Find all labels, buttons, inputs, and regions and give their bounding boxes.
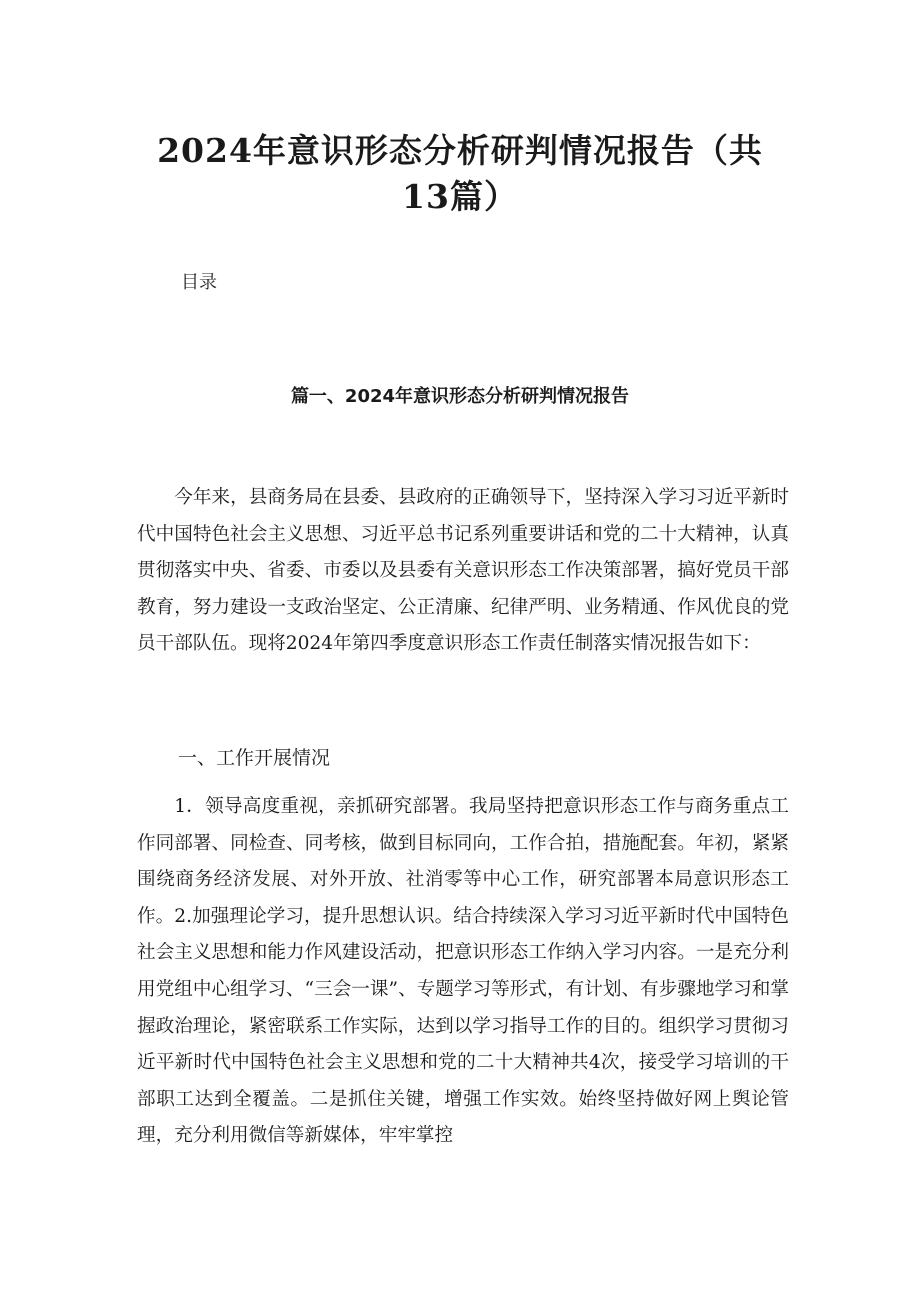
section-title: 篇一、2024年意识形态分析研判情况报告 (290, 386, 630, 407)
section-heading: 一、工作开展情况 (178, 747, 331, 769)
toc-label: 目录 (181, 272, 217, 293)
body-paragraph: 1．领导高度重视，亲抓研究部署。我局坚持把意识形态工作与商务重点工作同部署、同检查、同考核，做到目标同向，工作合拍，措施配套。年初，紧紧围绕商务经济发展、对外开放、社消零等中心工作，研究部署本局意识形态工作。2.加强理论学习，提升思想认识。结合持续深入学习习近平新时代中国特色社会主义思想和能力作风建设活动，把意识形态工作纳入学习内容。一是充分利用党组中心组学习、“三会一课”、专题学习等形式，有计划、有步骤地学习和掌握政治理论，紧密联系工作实际，达到以学习指导工作的目的。组织学习贯彻习近平新时代中国特色社会主义思想和党的二十大精神共4次，接受学习培训的干部职工达到全覆盖。二是抓住关键，增强工作实效。始终坚持做好网上舆论管理，充分利用微信等新媒体，牢牢掌控 (137, 796, 789, 1147)
intro-paragraph: 今年来，县商务局在县委、县政府的正确领导下，坚持深入学习习近平新时代中国特色社会主义思想、习近平总书记系列重要讲话和党的二十大精神，认真贯彻落实中央、省委、市委以及县委有关意识形态工作决策部署，搞好党员干部教育，努力建设一支政治坚定、公正清廉、纪律严明、业务精通、作风优良的党员干部队伍。现将2024年第四季度意识形态工作责任制落实情况报告如下： (137, 487, 789, 655)
document-title: 2024年意识形态分析研判情况报告（共13篇） (157, 131, 763, 216)
